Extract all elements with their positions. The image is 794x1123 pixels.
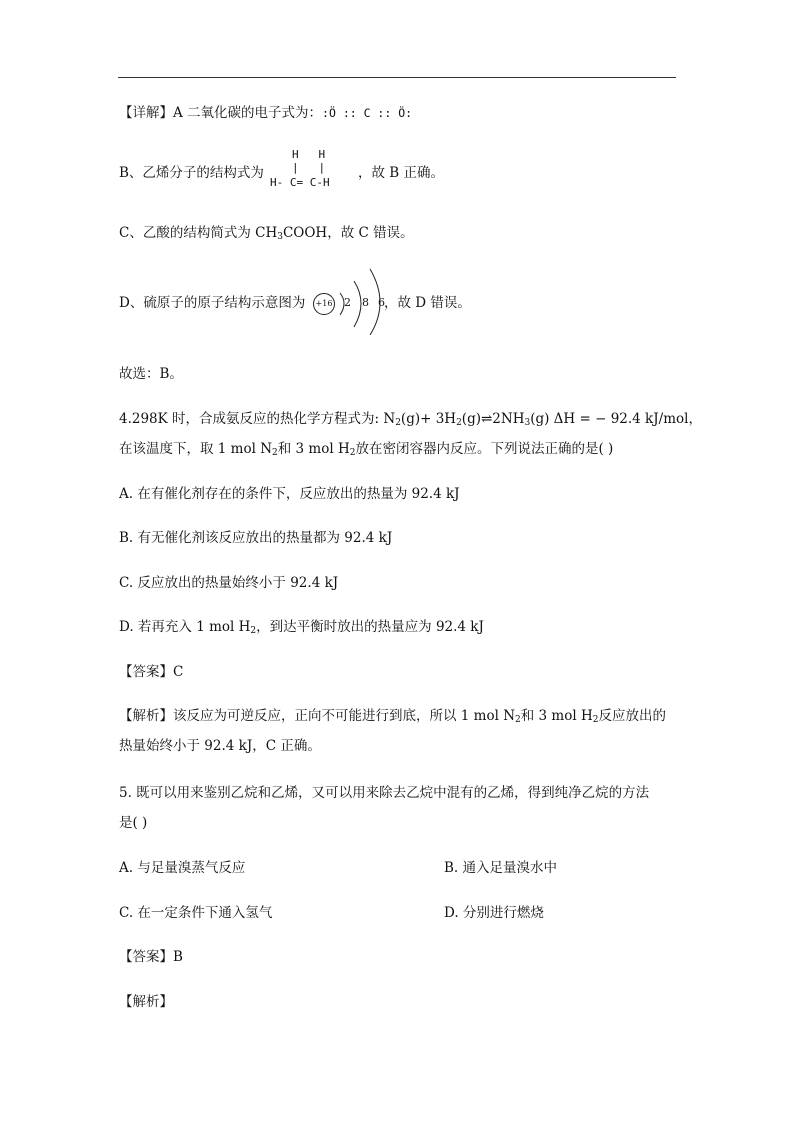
ethylene-structure: [270, 149, 350, 195]
q5-stem-line1: 5. 既可以用来鉴别乙烷和乙烯，又可以用来除去乙烷中混有的乙烯，得到纯净乙烷的方法: [119, 785, 650, 801]
q4-stem1-b: (g)+ 3H: [400, 411, 457, 427]
q5-option-d: D. 分别进行燃烧: [444, 905, 544, 921]
q4-sub: 2: [592, 715, 599, 725]
q4-stem1-e: (g) ΔH = − 92.4 kJ/mol，: [530, 411, 702, 427]
sulfur-nucleus: +16: [313, 293, 335, 315]
q5-option-c: C. 在一定条件下通入氢气: [119, 905, 273, 921]
header-rule: [118, 77, 676, 78]
q4-answer: 【答案】C: [119, 664, 184, 680]
detail-a-text: A 二氧化碳的电子式为：: [173, 105, 323, 121]
detail-b-after: ，故 B 正确。: [358, 165, 445, 181]
detail-d-text: D、硫原子的原子结构示意图为: [119, 295, 306, 311]
struct-row3: H- C= C-H: [270, 176, 330, 189]
q4-stem1-d: 2NH: [492, 411, 525, 427]
q5-analysis: 【解析】: [119, 994, 173, 1010]
q4-analysis-line2: 热量始终小于 92.4 kJ，C 正确。: [119, 738, 321, 754]
detail-d-line: [119, 293, 305, 313]
q4-stem2-b: 和 3 mol H: [277, 441, 350, 457]
q4-sub: 3: [524, 418, 531, 428]
q4-stem2-c: 放在密闭容器内反应。下列说法正确的是( ): [355, 441, 614, 457]
detail-b-text: B、乙烯分子的结构式为: [119, 165, 264, 181]
shell-3-count: 6: [378, 296, 385, 309]
struct-row2: | |: [292, 161, 326, 174]
q4-analysis-b: 和 3 mol H: [520, 708, 593, 724]
detail-d-after: ，故 D 错误。: [384, 295, 471, 311]
detail-label: 【详解】: [119, 105, 173, 121]
q4-stem2-a: 在该温度下，取 1 mol N: [119, 441, 273, 457]
q4-sub: 2: [456, 418, 462, 428]
detail-a-line: [119, 103, 412, 123]
detail-b-line: [119, 163, 264, 183]
q5-stem-line2: 是( ): [119, 815, 148, 831]
detail-c-text2: COOH，故 C 错误。: [282, 225, 414, 241]
detail-c-sub: 3: [277, 232, 283, 242]
q4-stem-line1: [119, 409, 702, 429]
q4-opt-d-b: ，到达平衡时放出的热量应为 92.4 kJ: [256, 619, 484, 635]
q4-sub: 2: [250, 626, 257, 636]
q4-analysis-line1: [119, 706, 666, 726]
q4-stem1-a: 4.298K 时，合成氨反应的热化学方程式为: N: [119, 411, 396, 427]
q4-sub: 2: [349, 448, 356, 458]
shell-2-count: 8: [362, 296, 369, 309]
detail-c-text: C、乙酸的结构简式为 CH: [119, 225, 278, 241]
q4-stem1-c: (g): [461, 411, 481, 427]
q4-sub: 2: [395, 418, 401, 428]
struct-row1: H H: [292, 148, 326, 161]
q4-option-b: B. 有无催化剂该反应放出的热量都为 92.4 kJ: [119, 530, 393, 546]
q4-opt-d-a: D. 若再充入 1 mol H: [119, 619, 251, 635]
detail-conclusion: 故选：B。: [119, 366, 183, 382]
equilibrium-arrow: ⇌: [480, 411, 493, 427]
shell-1-count: 2: [344, 296, 351, 309]
q4-option-c: C. 反应放出的热量始终小于 92.4 kJ: [119, 575, 339, 591]
q4-sub: 2: [272, 448, 278, 458]
q4-option-d: [119, 617, 484, 637]
q5-option-a: A. 与足量溴蒸气反应: [119, 860, 246, 876]
q4-option-a: A. 在有催化剂存在的条件下，反应放出的热量为 92.4 kJ: [119, 486, 460, 502]
q4-analysis-c: 反应放出的: [598, 708, 666, 724]
q4-analysis-a: 【解析】该反应为可逆反应，正向不可能进行到底，所以 1 mol N: [119, 708, 516, 724]
q5-answer: 【答案】B: [119, 949, 183, 965]
detail-c-line: [119, 223, 414, 243]
q5-option-b: B. 通入足量溴水中: [444, 860, 558, 876]
q4-stem-line2: [119, 439, 613, 459]
q4-sub: 2: [515, 715, 521, 725]
co2-electron-formula: :Ö :: C :: Ö:: [322, 106, 413, 120]
